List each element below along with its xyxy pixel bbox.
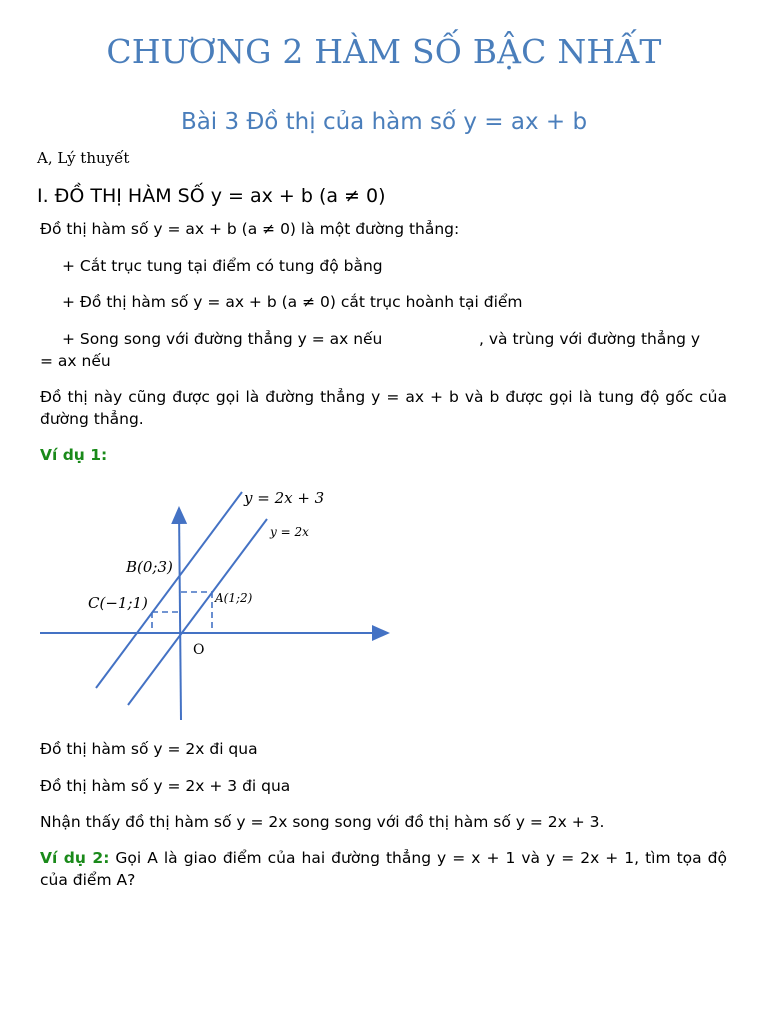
example-1-conclusion: Nhận thấy đồ thị hàm số y = 2x song song với đồ thị hàm số y = 2x + 3. bbox=[40, 813, 605, 831]
bullet-parallel-part1: + Song song với đường thẳng y = ax nếu bbox=[62, 330, 383, 348]
heading-graph-of-function: I. ĐỒ THỊ HÀM SỐ y = ax + b (a ≠ 0) bbox=[37, 185, 386, 207]
intro-paragraph: Đồ thị hàm số y = ax + b (a ≠ 0) là một đường thẳng: bbox=[40, 220, 460, 238]
label-point-b: B(0;3) bbox=[126, 558, 173, 576]
example-1-heading bbox=[40, 444, 727, 466]
bullet-coincide: = ax nếu bbox=[40, 352, 111, 370]
label-line-2x-plus-3: y = 2x + 3 bbox=[244, 489, 325, 507]
y-axis bbox=[179, 508, 181, 720]
example-2-text: Gọi A là giao điểm của hai đường thẳng y = x + 1 và y = 2x + 1, tìm tọa độ của điểm A? bbox=[40, 849, 728, 889]
lesson-title: Bài 3 Đồ thị của hàm số y = ax + b bbox=[180, 109, 588, 135]
note-paragraph: Đồ thị này cũng được gọi là đường thẳng y = ax + b và b được gọi là tung độ gốc của đường thẳng. bbox=[40, 388, 727, 428]
example-1-graph bbox=[36, 478, 396, 726]
example-2-paragraph bbox=[40, 847, 727, 891]
section-theory-label: A, Lý thuyết bbox=[37, 149, 130, 167]
label-point-a: A(1;2) bbox=[215, 591, 253, 605]
label-origin: O bbox=[193, 642, 205, 658]
line-y-2x-plus-3 bbox=[96, 492, 242, 688]
bullet-y-intercept: + Cắt trục tung tại điểm có tung độ bằng bbox=[62, 257, 383, 275]
label-point-c: C(−1;1) bbox=[88, 594, 148, 612]
bullet-parallel-part2: , và trùng với đường thẳng y bbox=[479, 330, 701, 348]
example-1-text-1: Đồ thị hàm số y = 2x đi qua bbox=[40, 740, 258, 758]
example-1-label: Ví dụ 1: bbox=[40, 446, 108, 464]
label-line-2x: y = 2x bbox=[270, 525, 309, 539]
example-1-text-2: Đồ thị hàm số y = 2x + 3 đi qua bbox=[40, 777, 291, 795]
graph-svg bbox=[36, 478, 396, 726]
chapter-title: CHƯƠNG 2 HÀM SỐ BẬC NHẤT bbox=[106, 32, 662, 71]
line-y-2x bbox=[128, 519, 267, 705]
example-2-label: Ví dụ 2: bbox=[40, 849, 110, 867]
bullet-x-intercept: + Đồ thị hàm số y = ax + b (a ≠ 0) cắt trục hoành tại điểm bbox=[62, 293, 523, 311]
